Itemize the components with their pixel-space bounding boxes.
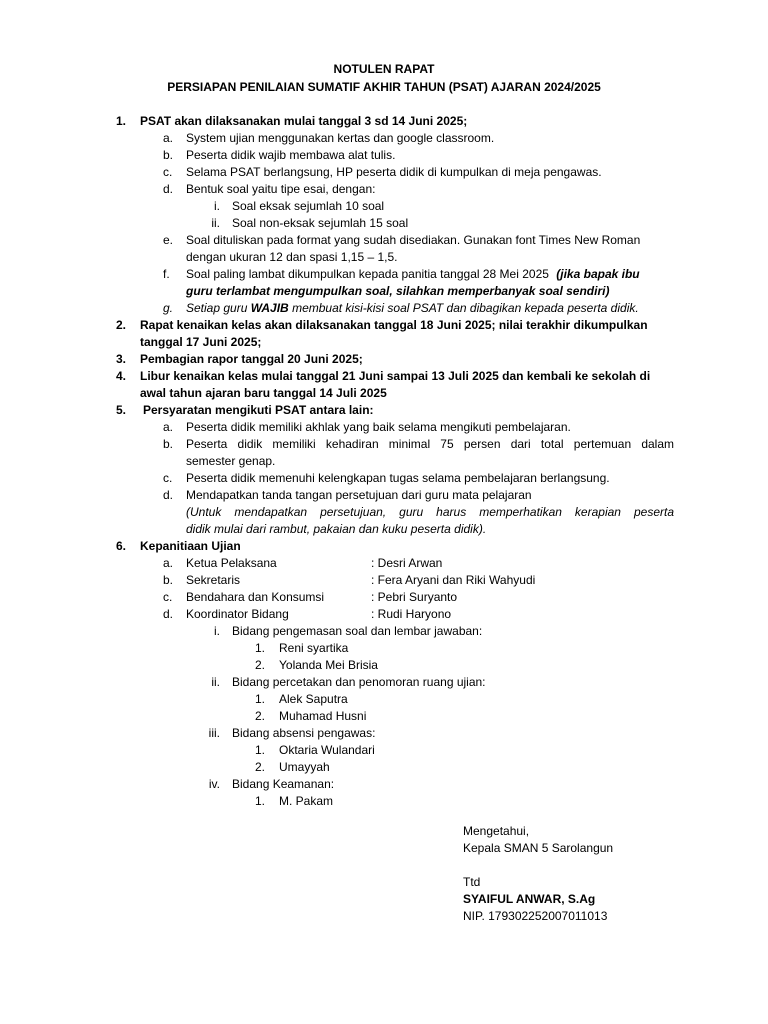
bidang-title: Bidang absensi pengawas: — [232, 726, 376, 740]
member-number: 2. — [255, 658, 266, 672]
member-name: Oktaria Wulandari — [279, 743, 375, 757]
roman-number: ii. — [211, 216, 220, 230]
sub-letter: e. — [163, 233, 174, 247]
signature-nip: NIP. 179302252007011013 — [463, 909, 608, 923]
sub-note-line2: guru terlambat mengumpulkan soal, silahkan memperbanyak soal sendiri) — [186, 284, 610, 298]
item-number: 5. — [116, 403, 127, 417]
sub-text: Mendapatkan tanda tangan persetujuan dari guru mata pelajaran — [186, 488, 532, 502]
sub-text: System ujian menggunakan kertas dan google classroom. — [186, 131, 495, 145]
member-name: Reni syartika — [279, 641, 349, 655]
role-name: : Desri Arwan — [371, 556, 443, 570]
sub-letter: g. — [163, 301, 174, 315]
sub-text — [186, 300, 639, 317]
role-letter: d. — [163, 607, 174, 621]
member-number: 2. — [255, 709, 266, 723]
member-number: 1. — [255, 743, 266, 757]
item-number: 3. — [116, 352, 127, 366]
roman-number: i. — [214, 199, 220, 213]
sub-text-line1: Peserta didik memiliki kehadiran minimal 75 persen dari total pertemuan dalam — [186, 437, 674, 451]
sub-letter: a. — [163, 131, 174, 145]
item-number: 6. — [116, 539, 127, 553]
bidang-title: Bidang percetakan dan penomoran ruang ujian: — [232, 675, 486, 689]
sub-letter: b. — [163, 437, 174, 451]
sub-note-start: (jika bapak ibu — [556, 267, 640, 281]
document-title: NOTULEN RAPAT — [333, 62, 435, 76]
sub-text: Selama PSAT berlangsung, HP peserta didik di kumpulkan di meja pengawas. — [186, 165, 602, 179]
sub-letter: d. — [163, 182, 174, 196]
sub-text: Soal paling lambat dikumpulkan kepada panitia tanggal 28 Mei 2025 — [186, 267, 549, 281]
role-title: Koordinator Bidang — [186, 607, 289, 621]
member-number: 1. — [255, 794, 266, 808]
sub-text-line1: Soal dituliskan pada format yang sudah disediakan. Gunakan font Times New Roman — [186, 233, 641, 247]
member-name: Umayyah — [279, 760, 330, 774]
bidang-number: iii. — [208, 726, 220, 740]
signature-position: Kepala SMAN 5 Sarolangun — [463, 841, 614, 855]
sub-text: Peserta didik memenuhi kelengkapan tugas selama pembelajaran berlangsung. — [186, 471, 610, 485]
member-name: M. Pakam — [279, 794, 334, 808]
member-number: 2. — [255, 760, 266, 774]
role-name: : Pebri Suryanto — [371, 590, 458, 604]
member-name: Yolanda Mei Brisia — [279, 658, 378, 672]
sub-text-line2: dengan ukuran 12 dan spasi 1,15 – 1,5. — [186, 250, 398, 264]
sub-note-line2: didik mulai dari rambut, pakaian dan kuku peserta didik). — [186, 522, 487, 536]
bidang-title: Bidang Keamanan: — [232, 777, 335, 791]
item-text: PSAT akan dilaksanakan mulai tanggal 3 sd 14 Juni 2025; — [140, 114, 468, 128]
item-text: Persyaratan mengikuti PSAT antara lain: — [143, 403, 374, 417]
signature-name: SYAIFUL ANWAR, S.Ag — [463, 892, 596, 906]
role-letter: a. — [163, 556, 174, 570]
role-letter: c. — [163, 590, 173, 604]
role-title: Ketua Pelaksana — [186, 556, 277, 570]
bidang-number: i. — [214, 624, 220, 638]
sub-text-post: membuat kisi-kisi soal PSAT dan dibagikan kepada peserta didik. — [288, 301, 639, 315]
sub-letter: f. — [163, 267, 170, 281]
sub-note-line1: (Untuk mendapatkan persetujuan, guru harus memperhatikan kerapian peserta — [186, 505, 674, 519]
member-name: Alek Saputra — [279, 692, 348, 706]
sub-letter: d. — [163, 488, 174, 502]
role-name: : Fera Aryani dan Riki Wahyudi — [371, 573, 536, 587]
member-number: 1. — [255, 641, 266, 655]
role-name: : Rudi Haryono — [371, 607, 452, 621]
signature-acknowledge: Mengetahui, — [463, 824, 530, 838]
member-number: 1. — [255, 692, 266, 706]
sub-letter: b. — [163, 148, 174, 162]
item-text: Pembagian rapor tanggal 20 Juni 2025; — [140, 352, 363, 366]
sub-letter: c. — [163, 471, 173, 485]
roman-text: Soal non-eksak sejumlah 15 soal — [232, 216, 409, 230]
bidang-number: iv. — [208, 777, 220, 791]
signature-ttd: Ttd — [463, 875, 481, 889]
item-text-line2: awal tahun ajaran baru tanggal 14 Juli 2025 — [140, 386, 387, 400]
roman-text: Soal eksak sejumlah 10 soal — [232, 199, 385, 213]
sub-text-pre: Setiap guru — [186, 301, 251, 315]
bidang-number: ii. — [211, 675, 220, 689]
item-number: 1. — [116, 114, 127, 128]
sub-text-line2: semester genap. — [186, 454, 276, 468]
document-subtitle: PERSIAPAN PENILAIAN SUMATIF AKHIR TAHUN (PSAT) AJARAN 2024/2025 — [167, 80, 601, 94]
item-text-line1: Libur kenaikan kelas mulai tanggal 21 Juni sampai 13 Juli 2025 dan kembali ke sekolah di — [140, 369, 651, 383]
sub-text: Peserta didik memiliki akhlak yang baik selama mengikuti pembelajaran. — [186, 420, 571, 434]
role-title: Sekretaris — [186, 573, 241, 587]
item-text-line1: Rapat kenaikan kelas akan dilaksanakan tanggal 18 Juni 2025; nilai terakhir dikumpulkan — [140, 318, 648, 332]
member-name: Muhamad Husni — [279, 709, 367, 723]
sub-letter: c. — [163, 165, 173, 179]
sub-text: Peserta didik wajib membawa alat tulis. — [186, 148, 396, 162]
sub-text-emphasis: WAJIB — [250, 301, 289, 315]
item-number: 2. — [116, 318, 127, 332]
sub-text: Bentuk soal yaitu tipe esai, dengan: — [186, 182, 376, 196]
item-number: 4. — [116, 369, 127, 383]
role-title: Bendahara dan Konsumsi — [186, 590, 325, 604]
item-text: Kepanitiaan Ujian — [140, 539, 241, 553]
item-text-line2: tanggal 17 Juni 2025; — [140, 335, 262, 349]
bidang-title: Bidang pengemasan soal dan lembar jawaban: — [232, 624, 483, 638]
sub-text-line1 — [186, 266, 640, 283]
role-letter: b. — [163, 573, 174, 587]
sub-letter: a. — [163, 420, 174, 434]
